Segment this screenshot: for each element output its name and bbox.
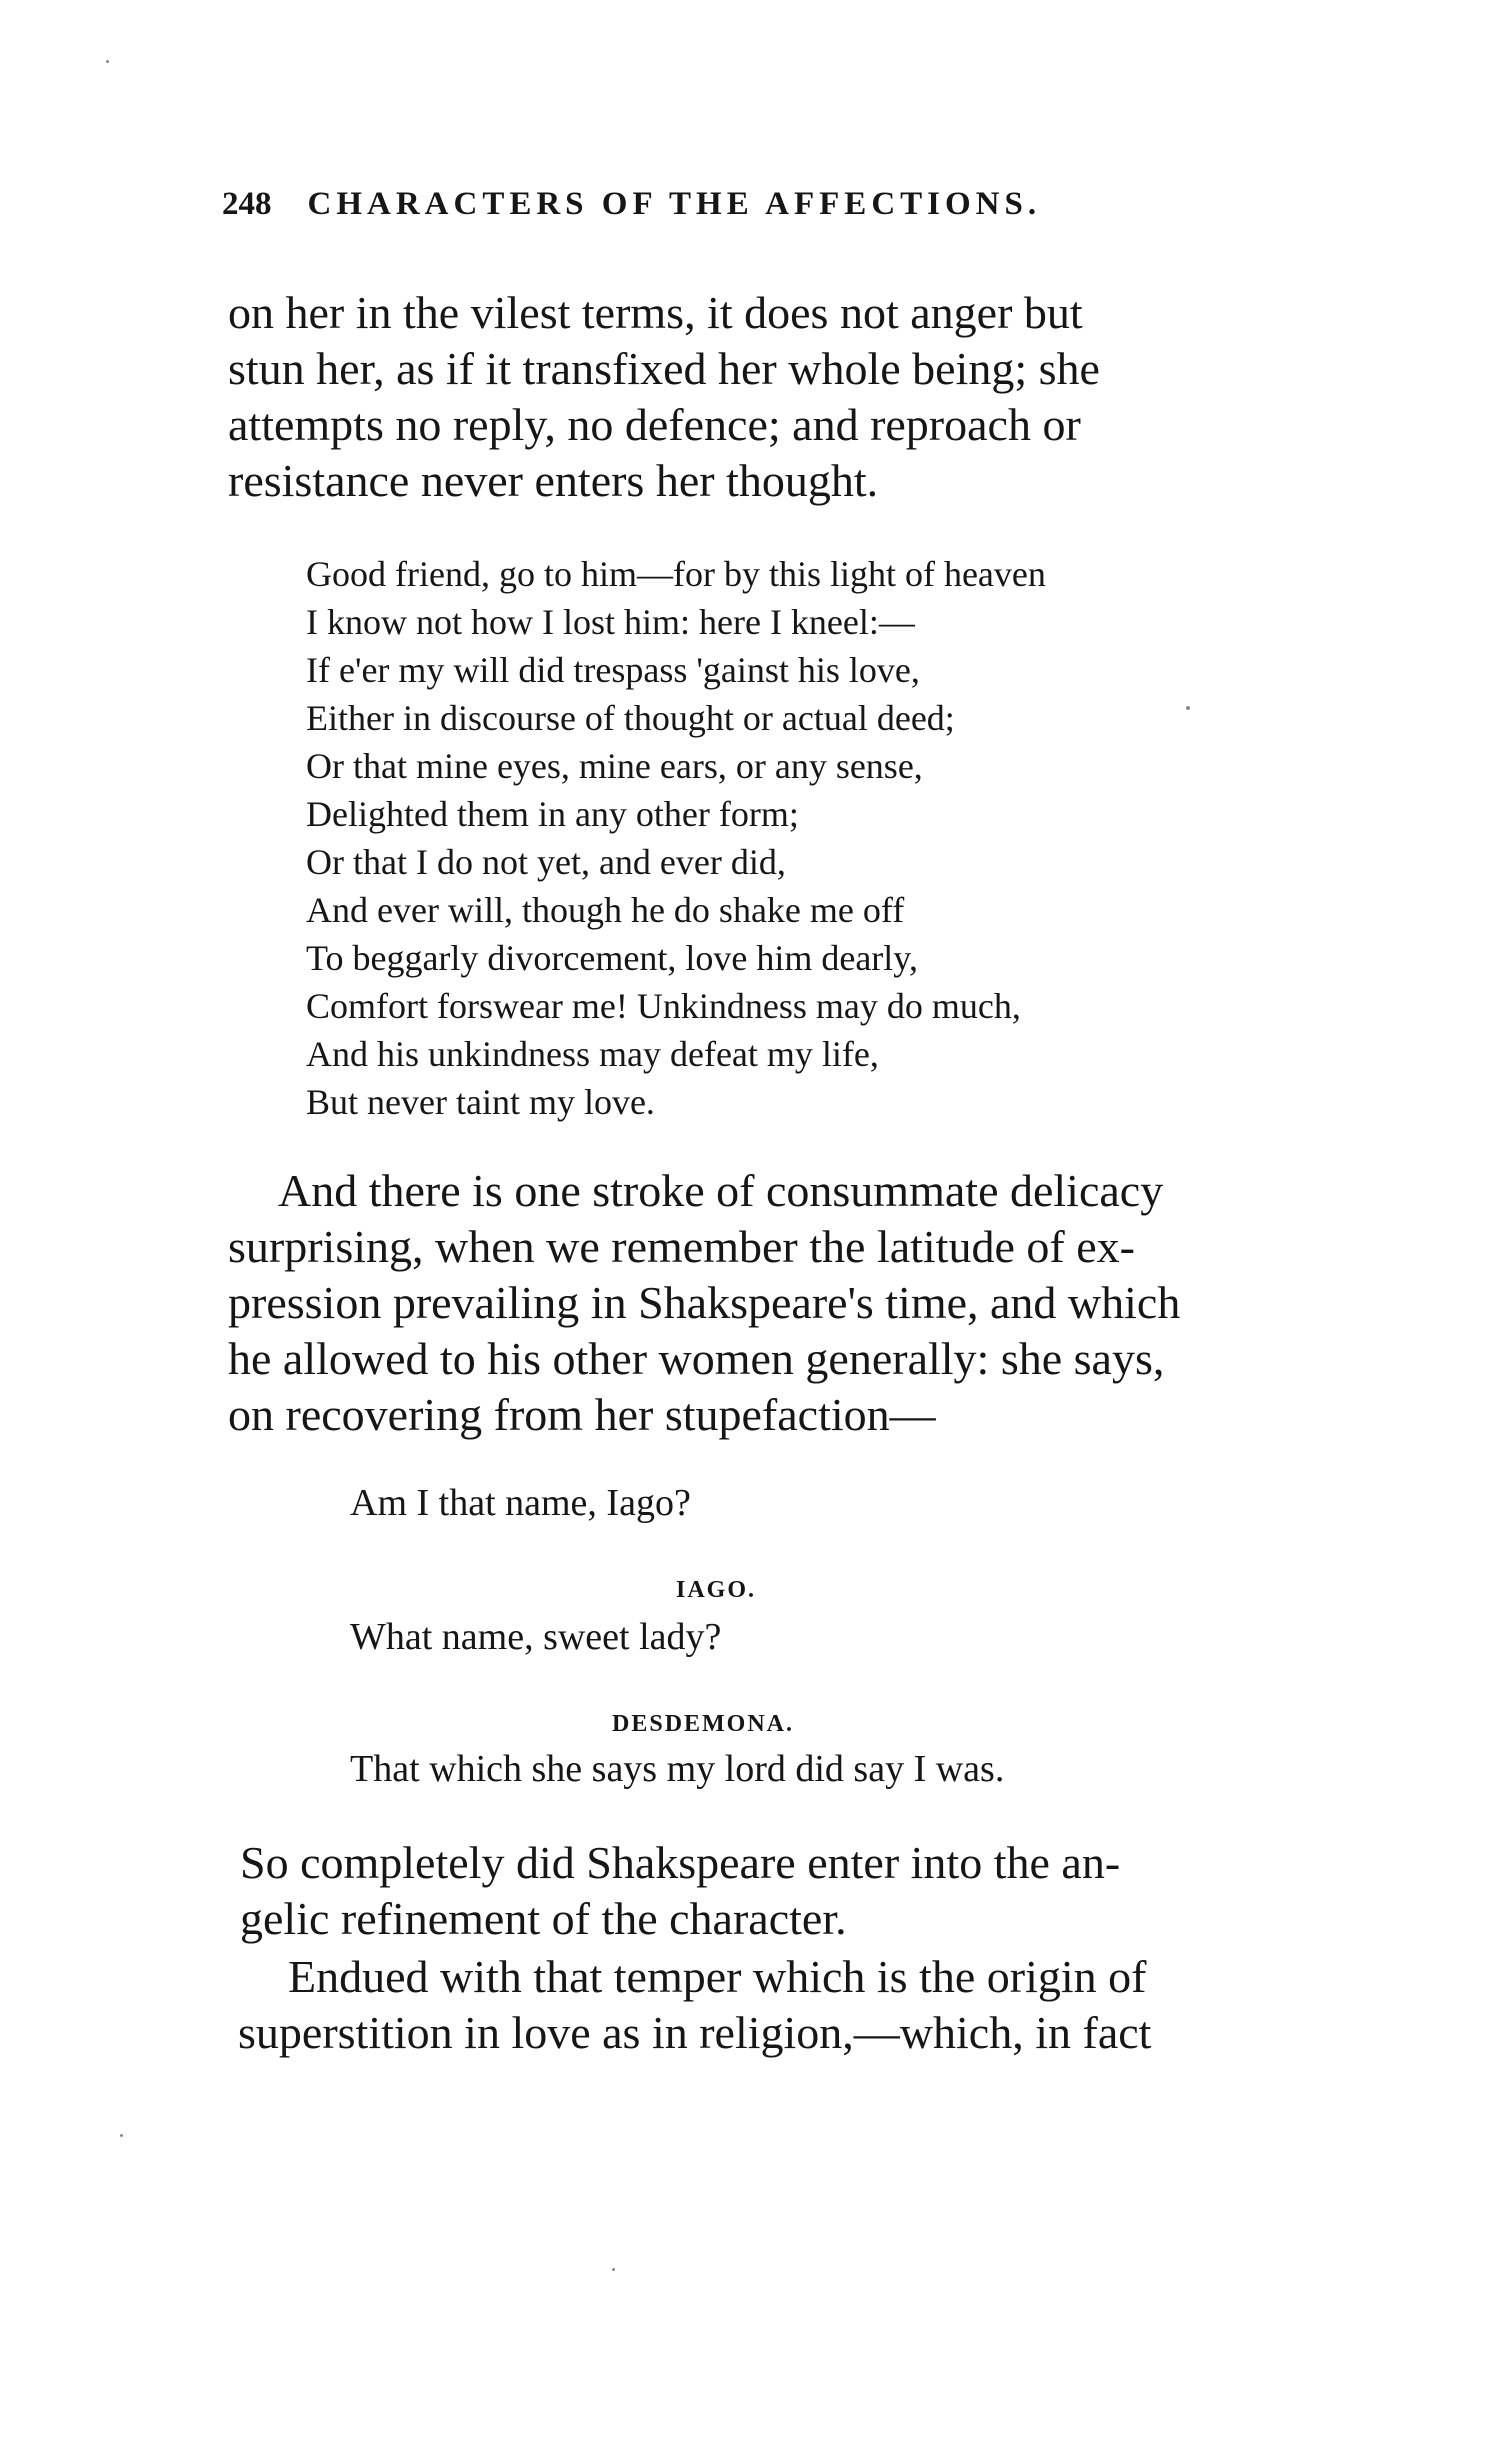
scan-speck bbox=[120, 2134, 123, 2137]
verse-line: Good friend, go to him—for by this light of heaven bbox=[306, 554, 1046, 594]
verse-line: If e'er my will did trespass 'gainst his love, bbox=[306, 650, 920, 690]
verse-line: Delighted them in any other form; bbox=[306, 794, 799, 834]
scan-speck bbox=[106, 60, 109, 63]
verse-line: I know not how I lost him: here I kneel:— bbox=[306, 602, 915, 642]
verse-line: Either in discourse of thought or actual deed; bbox=[306, 698, 955, 738]
dialogue-line: That which she says my lord did say I was. bbox=[350, 1748, 1005, 1790]
verse-line: And his unkindness may defeat my life, bbox=[306, 1034, 879, 1074]
verse-line: To beggarly divorcement, love him dearly, bbox=[306, 938, 918, 978]
paragraph-2-line: pression prevailing in Shakspeare's time, and which bbox=[228, 1277, 1181, 1328]
scan-speck bbox=[1186, 706, 1190, 710]
verse-line: Or that I do not yet, and ever did, bbox=[306, 842, 786, 882]
page-number: 248 bbox=[222, 186, 272, 222]
paragraph-1-line: stun her, as if it transfixed her whole being; she bbox=[228, 343, 1100, 394]
speaker-name: DESDEMONA. bbox=[612, 1711, 795, 1737]
paragraph-2-line: And there is one stroke of consummate delicacy bbox=[278, 1165, 1164, 1216]
verse-line: But never taint my love. bbox=[306, 1082, 655, 1122]
verse-line: And ever will, though he do shake me off bbox=[306, 890, 905, 930]
paragraph-3-line: So completely did Shakspeare enter into the an- bbox=[240, 1837, 1121, 1888]
paragraph-1-line: on her in the vilest terms, it does not anger but bbox=[228, 287, 1083, 338]
paragraph-1-line: resistance never enters her thought. bbox=[228, 455, 879, 506]
verse-line: Comfort forswear me! Unkindness may do much, bbox=[306, 986, 1021, 1026]
paragraph-4-line: superstition in love as in religion,—which, in fact bbox=[238, 2007, 1152, 2058]
paragraph-4-line: Endued with that temper which is the origin of bbox=[288, 1951, 1147, 2002]
speaker-name: IAGO. bbox=[676, 1577, 757, 1603]
paragraph-2-line: surprising, when we remember the latitude of ex- bbox=[228, 1221, 1135, 1272]
paragraph-3-line: gelic refinement of the character. bbox=[240, 1893, 847, 1944]
verse-line: Or that mine eyes, mine ears, or any sense, bbox=[306, 746, 923, 786]
paragraph-2-line: on recovering from her stupefaction— bbox=[228, 1389, 936, 1440]
paragraph-2-line: he allowed to his other women generally: she says, bbox=[228, 1333, 1165, 1384]
scan-speck bbox=[612, 2268, 615, 2271]
running-header bbox=[222, 186, 1242, 236]
dialogue-line: Am I that name, Iago? bbox=[350, 1482, 691, 1524]
dialogue-line: What name, sweet lady? bbox=[350, 1616, 722, 1658]
paragraph-1-line: attempts no reply, no defence; and reproach or bbox=[228, 399, 1081, 450]
running-title: CHARACTERS OF THE AFFECTIONS. bbox=[307, 186, 1042, 222]
